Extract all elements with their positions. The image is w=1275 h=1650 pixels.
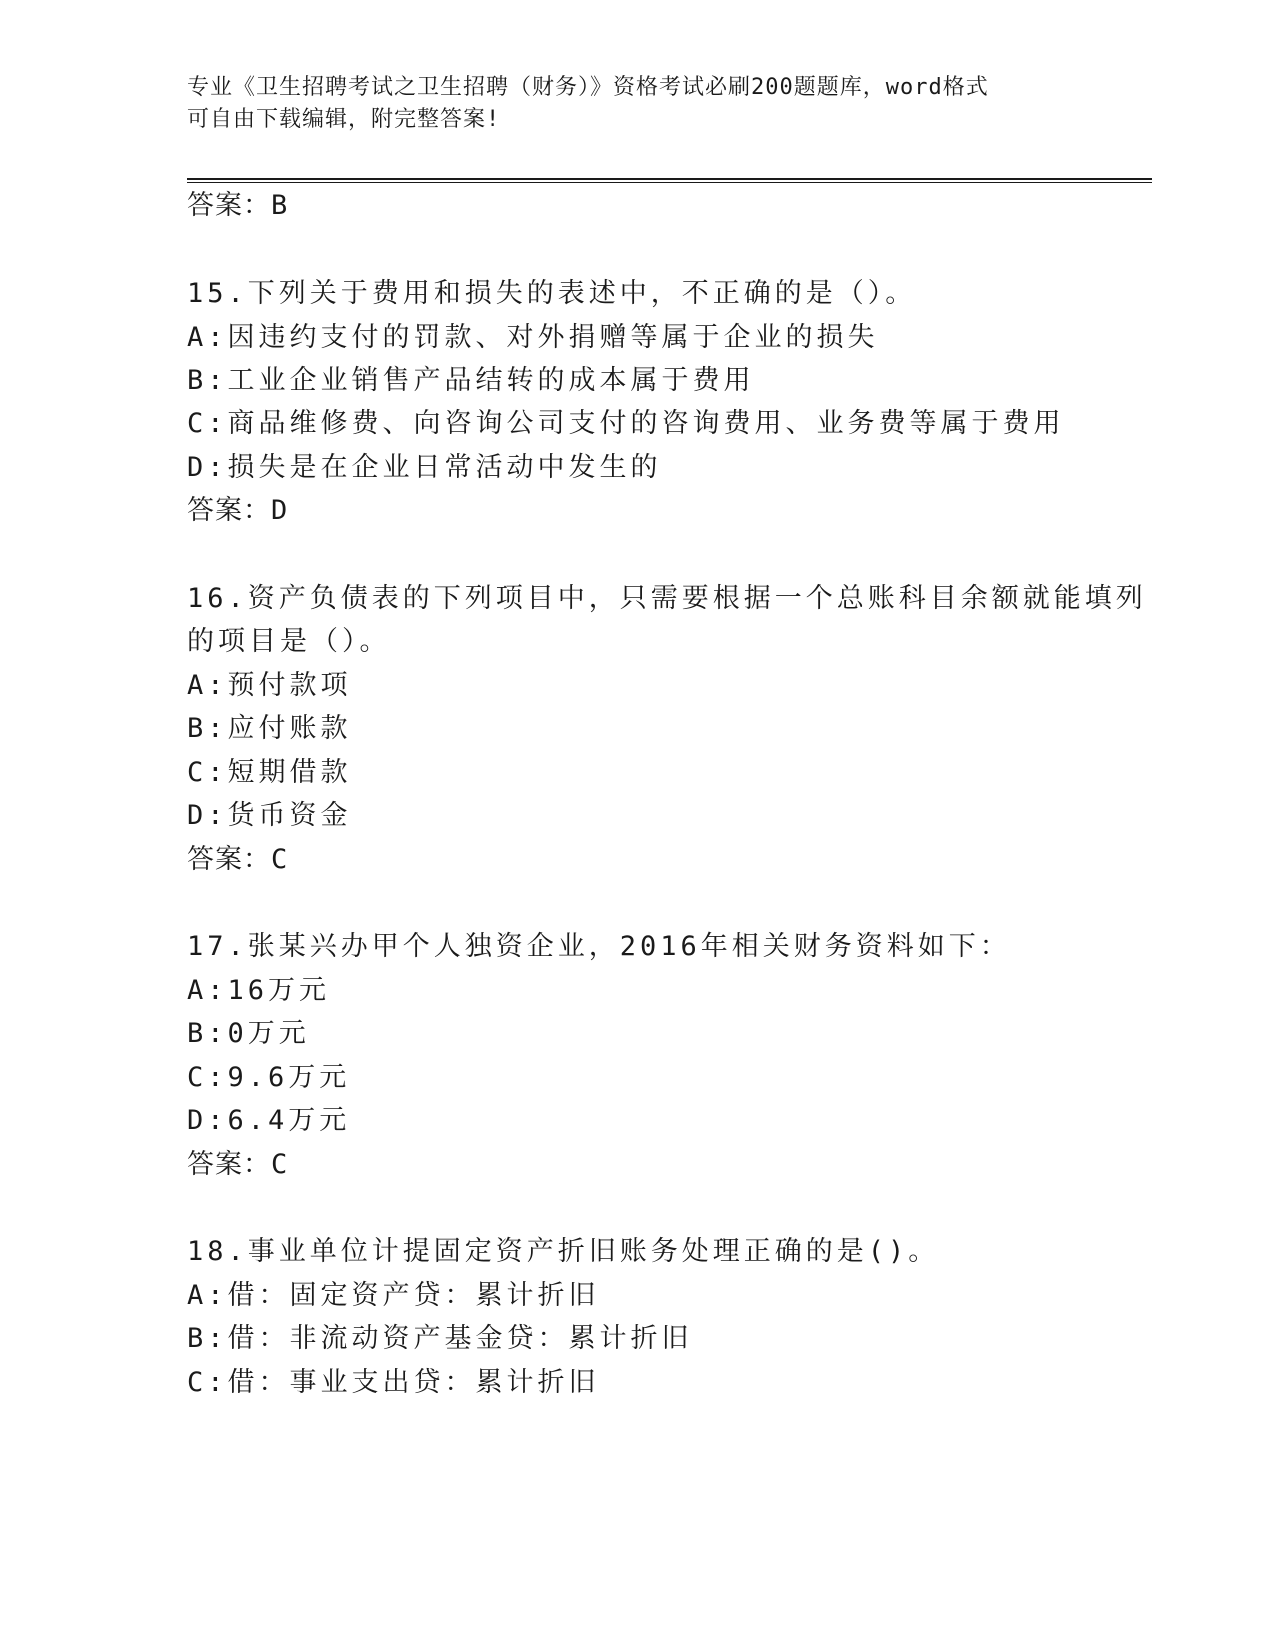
answer-line: 答案：B <box>187 190 289 221</box>
question-16-option-c: C:短期借款 <box>187 757 352 788</box>
question-15-answer: 答案：D <box>187 495 289 526</box>
question-16-answer: 答案：C <box>187 844 289 875</box>
question-15-option-a: A:因违约支付的罚款、对外捐赠等属于企业的损失 <box>187 322 879 353</box>
question-16-stem-cont: 的项目是（）。 <box>187 626 391 657</box>
header-rule <box>187 178 1152 183</box>
question-17-option-d: D:6.4万元 <box>187 1105 351 1136</box>
question-17-answer: 答案：C <box>187 1149 289 1180</box>
question-16-stem: 16.资产负债表的下列项目中，只需要根据一个总账科目余额就能填列 <box>187 583 1147 614</box>
question-15-stem: 15.下列关于费用和损失的表述中，不正确的是（）。 <box>187 278 917 309</box>
question-18-option-c: C:借：事业支出贷：累计折旧 <box>187 1367 600 1398</box>
question-17-option-c: C:9.6万元 <box>187 1062 351 1093</box>
question-15-option-b: B:工业企业销售产品结转的成本属于费用 <box>187 365 755 396</box>
header-line-1: 专业《卫生招聘考试之卫生招聘（财务）》资格考试必刷200题题库，word格式 <box>187 75 989 100</box>
question-18-option-a: A:借：固定资产贷：累计折旧 <box>187 1280 600 1311</box>
question-16-option-a: A:预付款项 <box>187 670 352 701</box>
question-17-stem: 17.张某兴办甲个人独资企业，2016年相关财务资料如下： <box>187 931 1011 962</box>
question-18-option-b: B:借：非流动资产基金贷：累计折旧 <box>187 1323 693 1354</box>
question-15-option-d: D:损失是在企业日常活动中发生的 <box>187 452 662 483</box>
question-16-option-b: B:应付账款 <box>187 713 352 744</box>
question-17-option-b: B:0万元 <box>187 1018 310 1049</box>
question-17-option-a: A:16万元 <box>187 975 331 1006</box>
question-15-option-c: C:商品维修费、向咨询公司支付的咨询费用、业务费等属于费用 <box>187 408 1065 439</box>
header-line-2: 可自由下载编辑，附完整答案! <box>187 107 501 132</box>
document-header <box>187 72 1087 136</box>
question-16-option-d: D:货币资金 <box>187 800 352 831</box>
question-18-stem: 18.事业单位计提固定资产折旧账务处理正确的是()。 <box>187 1236 940 1267</box>
